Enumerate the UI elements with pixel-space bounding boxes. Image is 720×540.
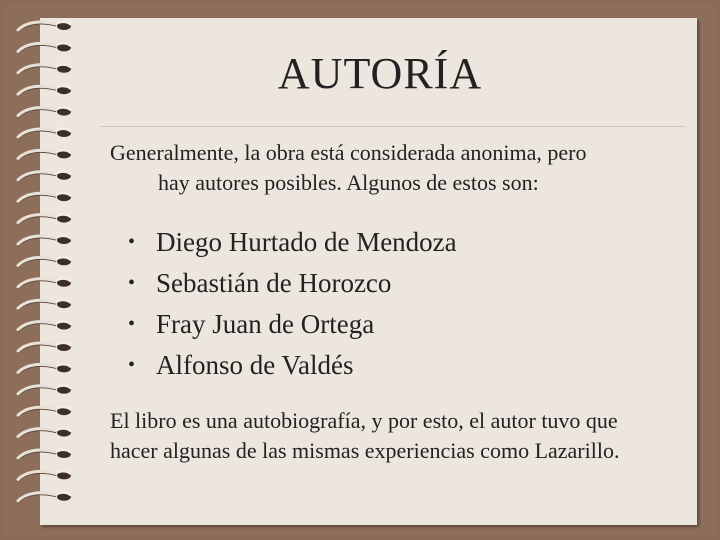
bullet-dot-icon: • xyxy=(128,313,136,335)
author-list xyxy=(128,222,457,386)
spiral-ring-icon xyxy=(18,43,71,53)
spiral-ring-icon xyxy=(18,343,71,353)
spiral-ring-icon xyxy=(18,428,71,438)
author-name: Alfonso de Valdés xyxy=(156,350,354,380)
spiral-ring-icon xyxy=(18,214,71,224)
spiral-ring-icon xyxy=(18,300,71,310)
spiral-ring-icon xyxy=(18,407,71,417)
spiral-ring-icon xyxy=(18,86,71,96)
spiral-ring-icon xyxy=(18,172,71,182)
spiral-ring-icon xyxy=(18,193,71,203)
slide-title: AUTORÍA xyxy=(277,49,483,98)
spiral-ring-icon xyxy=(18,321,71,331)
intro-line-1: Generalmente, la obra está considerada anonima, pero xyxy=(110,140,587,165)
list-item xyxy=(128,304,457,345)
spiral-ring-icon xyxy=(18,279,71,289)
author-name: Diego Hurtado de Mendoza xyxy=(156,227,457,257)
spiral-ring-icon xyxy=(18,129,71,139)
bullet-dot-icon: • xyxy=(128,231,136,253)
spiral-binding-icon xyxy=(0,0,90,540)
spiral-ring-icon xyxy=(18,364,71,374)
bullet-dot-icon: • xyxy=(128,272,136,294)
list-item xyxy=(128,222,457,263)
list-item xyxy=(128,345,457,386)
closing-line-2: hacer algunas de las mismas experiencias como Lazarillo. xyxy=(110,438,620,463)
title-divider xyxy=(100,126,685,127)
closing-paragraph xyxy=(110,406,690,466)
author-name: Fray Juan de Ortega xyxy=(156,309,375,339)
closing-line-1: El libro es una autobiografía, y por esto, el autor tuvo que xyxy=(110,408,618,433)
bullet-dot-icon: • xyxy=(128,354,136,376)
intro-line-2: hay autores posibles. Algunos de estos son: xyxy=(158,170,539,195)
spiral-ring-icon xyxy=(18,257,71,267)
spiral-ring-icon xyxy=(18,493,71,503)
spiral-ring-icon xyxy=(18,386,71,396)
author-name: Sebastián de Horozco xyxy=(156,268,392,298)
spiral-ring-icon xyxy=(18,107,71,117)
spiral-ring-icon xyxy=(18,450,71,460)
spiral-ring-icon xyxy=(18,150,71,160)
intro-paragraph xyxy=(110,138,670,198)
spiral-ring-icon xyxy=(18,22,71,32)
spiral-ring-icon xyxy=(18,471,71,481)
spiral-ring-icon xyxy=(18,65,71,75)
list-item xyxy=(128,263,457,304)
spiral-ring-icon xyxy=(18,236,71,246)
